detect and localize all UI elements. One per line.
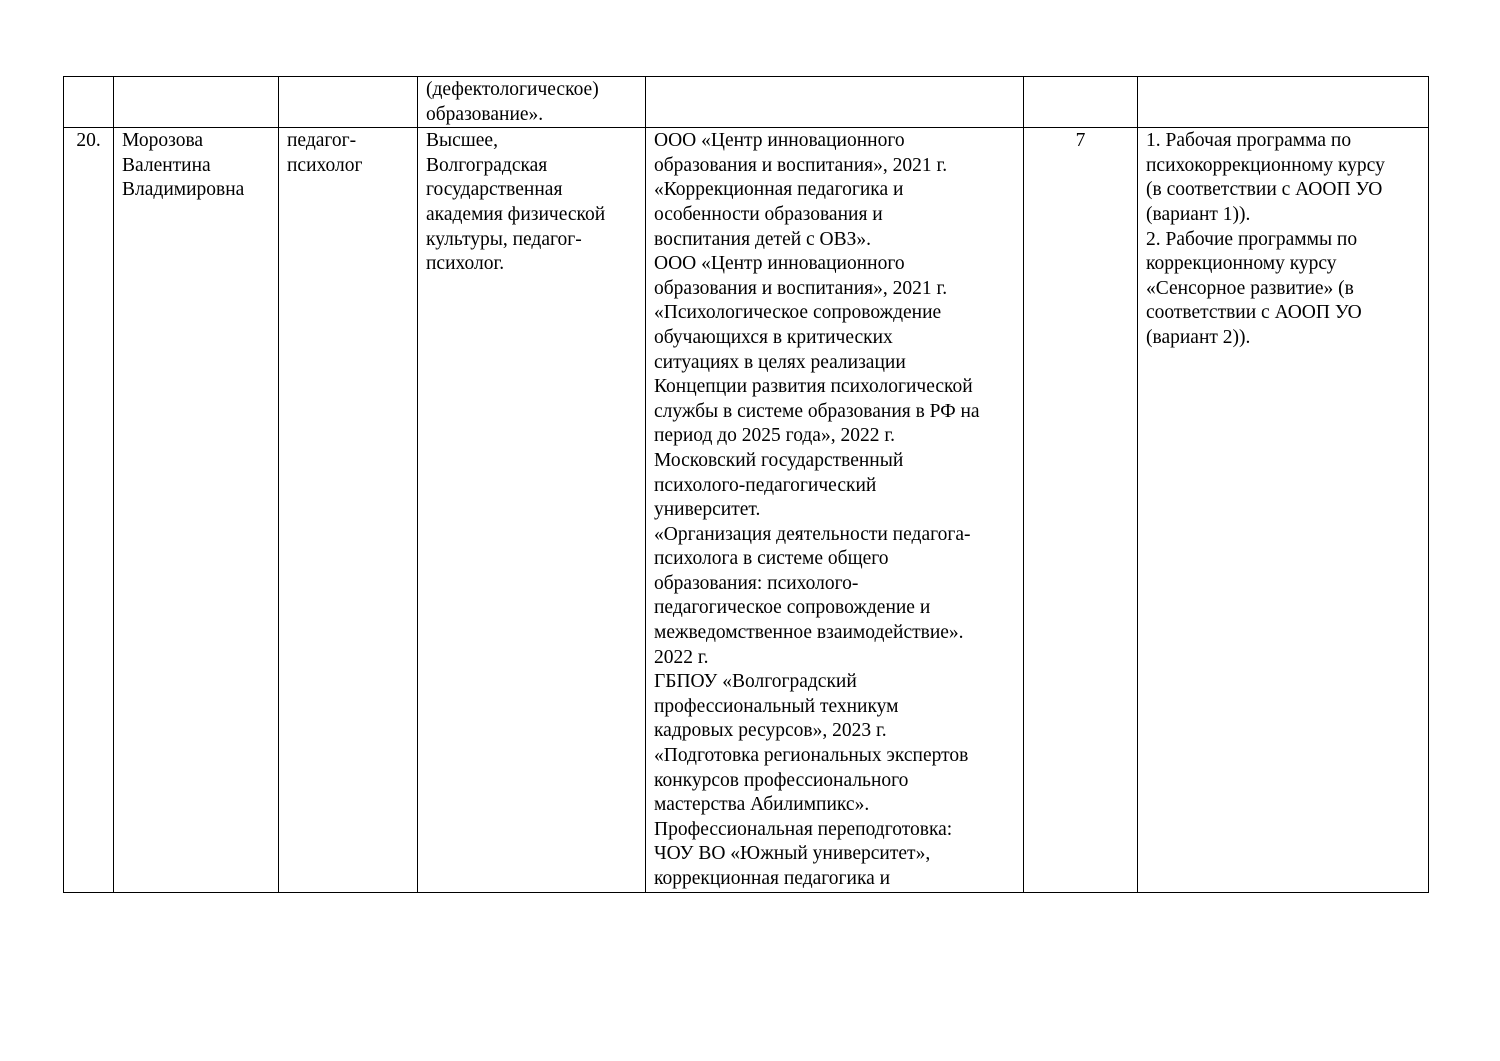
- training-line: воспитания детей с ОВЗ».: [654, 228, 872, 250]
- cell-position: [279, 77, 418, 128]
- cell-number: [64, 77, 114, 128]
- experience-years: 7: [1075, 130, 1086, 152]
- training-line: ООО «Центр инновационного: [654, 253, 905, 275]
- name-line: Валентина: [122, 154, 211, 176]
- cell-name: [114, 128, 279, 892]
- row-number: 20.: [76, 130, 101, 152]
- cell-programs: [1138, 128, 1429, 892]
- training-line: «Организация деятельности педагога-: [654, 523, 971, 545]
- cell-number: [64, 128, 114, 892]
- training-line: ЧОУ ВО «Южный университет»,: [654, 843, 931, 865]
- training-line: ситуациях в целях реализации: [654, 351, 906, 373]
- cell-education: [418, 128, 646, 892]
- cell-position: [279, 128, 418, 892]
- training-line: период до 2025 года», 2022 г.: [654, 425, 896, 447]
- training-line: службы в системе образования в РФ на: [654, 400, 980, 422]
- programs-line: (вариант 1)).: [1146, 203, 1251, 225]
- training-line: университет.: [654, 499, 761, 521]
- training-line: профессиональный техникум: [654, 695, 899, 717]
- programs-line: (вариант 2)).: [1146, 326, 1251, 348]
- training-line: «Психологическое сопровождение: [654, 302, 942, 324]
- programs-line: коррекционному курсу: [1146, 253, 1337, 275]
- position-line: психолог: [287, 154, 363, 176]
- training-line: образования: психолого-: [654, 572, 859, 594]
- training-line: ООО «Центр инновационного: [654, 130, 905, 152]
- training-line: Концепции развития психологической: [654, 376, 973, 398]
- training-line: мастерства Абилимпикс».: [654, 794, 870, 816]
- training-line: межведомственное взаимодействие».: [654, 622, 964, 644]
- training-line: Московский государственный: [654, 449, 904, 471]
- table-row-continuation: [64, 77, 1429, 128]
- training-line: конкурсов профессионального: [654, 769, 909, 791]
- programs-line: (в соответствии с АООП УО: [1146, 179, 1383, 201]
- education-line: образование».: [426, 103, 544, 125]
- cell-training: [646, 77, 1024, 128]
- programs-line: 1. Рабочая программа по: [1146, 130, 1352, 152]
- training-line: 2022 г.: [654, 646, 709, 668]
- training-line: коррекционная педагогика и: [654, 868, 891, 889]
- training-line: образования и воспитания», 2021 г.: [654, 277, 948, 299]
- education-line: культуры, педагог-: [426, 228, 582, 250]
- name-line: Морозова: [122, 130, 204, 152]
- training-line: «Подготовка региональных экспертов: [654, 745, 969, 767]
- cell-experience: [1024, 77, 1138, 128]
- training-line: психолого-педагогический: [654, 474, 877, 496]
- programs-line: 2. Рабочие программы по: [1146, 228, 1358, 250]
- training-line: обучающихся в критических: [654, 326, 893, 348]
- programs-line: психокоррекционному курсу: [1146, 154, 1385, 176]
- training-line: кадровых ресурсов», 2023 г.: [654, 720, 887, 742]
- education-line: государственная: [426, 179, 563, 201]
- education-line: психолог.: [426, 253, 505, 275]
- education-line: академия физической: [426, 203, 606, 225]
- cell-experience: [1024, 128, 1138, 892]
- training-line: ГБПОУ «Волгоградский: [654, 671, 857, 693]
- training-line: особенности образования и: [654, 203, 883, 225]
- education-line: Волгоградская: [426, 154, 548, 176]
- cell-education: [418, 77, 646, 128]
- training-line: «Коррекционная педагогика и: [654, 179, 904, 201]
- training-line: педагогическое сопровождение и: [654, 597, 931, 619]
- training-line: психолога в системе общего: [654, 548, 889, 570]
- cell-name: [114, 77, 279, 128]
- position-line: педагог-: [287, 130, 357, 152]
- cell-programs: [1138, 77, 1429, 128]
- table-row: [64, 128, 1429, 892]
- cell-training: [646, 128, 1024, 892]
- education-line: Высшее,: [426, 130, 498, 152]
- programs-line: соответствии с АООП УО: [1146, 302, 1362, 324]
- training-line: Профессиональная переподготовка:: [654, 818, 953, 840]
- education-line: (дефектологическое): [426, 79, 599, 100]
- programs-line: «Сенсорное развитие» (в: [1146, 277, 1354, 299]
- training-line: образования и воспитания», 2021 г.: [654, 154, 948, 176]
- staff-table: [63, 76, 1429, 893]
- name-line: Владимировна: [122, 179, 245, 201]
